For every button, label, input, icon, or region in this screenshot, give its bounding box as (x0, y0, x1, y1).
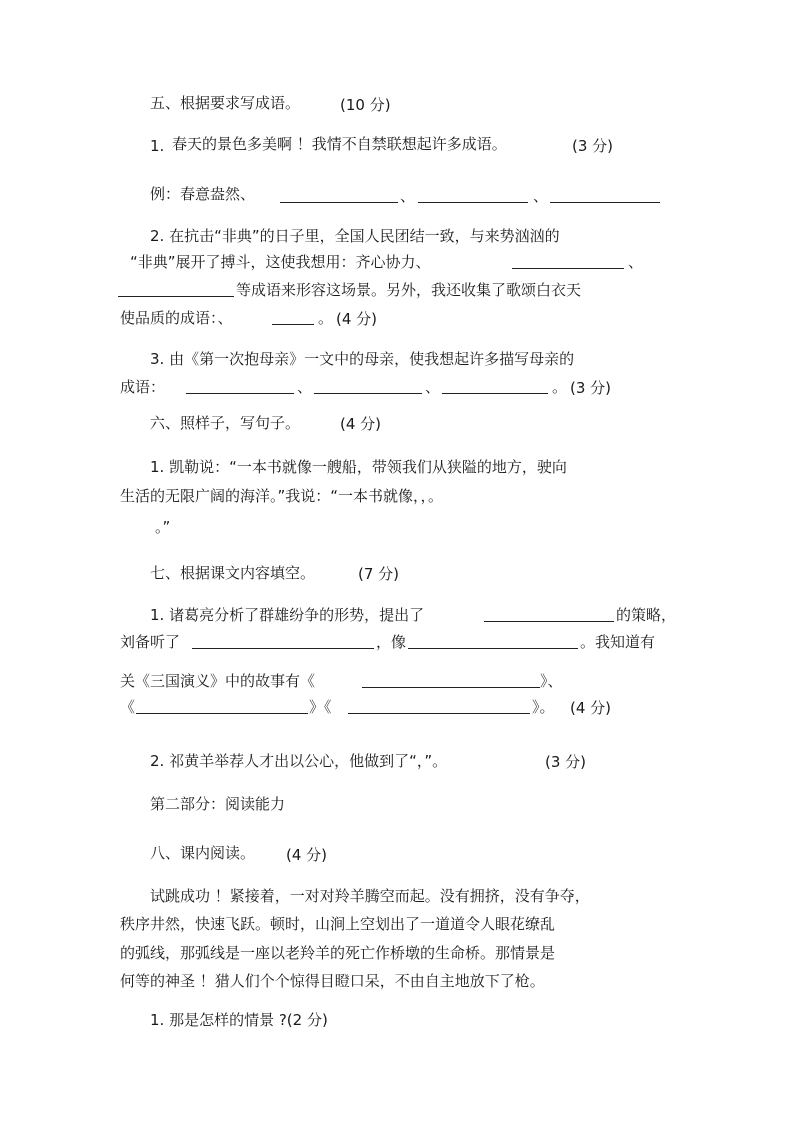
s7-q1-blank-2[interactable] (192, 634, 374, 654)
part-2-title: 第二部分：阅读能力 (150, 795, 286, 813)
s5-q3-end: 。 (552, 378, 568, 396)
s5-example-label: 例：春意盎然、 (150, 185, 256, 203)
s5-q2-line-2-sep: 、 (628, 253, 644, 271)
s5-q1-score: (3 分) (572, 137, 614, 155)
s5-q3-blank-1[interactable] (186, 379, 294, 399)
s5-example-sep-1: 、 (400, 187, 416, 205)
s5-q3-blank-3[interactable] (442, 379, 548, 399)
s7-q1-blank-3[interactable] (408, 634, 578, 654)
s7-q1-score: (4 分) (570, 699, 612, 717)
s7-q1-blank-5[interactable] (136, 699, 308, 719)
s5-example-blank-1[interactable] (280, 188, 398, 208)
s7-q1-line-3a: 关《三国演义》中的故事有《 (120, 672, 316, 690)
s7-q2-score: (3 分) (545, 753, 587, 771)
s5-q3-score: (3 分) (570, 379, 612, 397)
s5-q2-blank-3[interactable] (272, 310, 314, 330)
s7-q1-blank-1[interactable] (484, 607, 614, 627)
s5-q2-line-2: “非典”展开了搏斗，这使我想用：齐心协力、 (130, 253, 431, 271)
s7-q1-line-4c: 》。 (532, 698, 555, 716)
s7-q1-line-1-end: 的策略， (616, 606, 677, 624)
s8-passage-line-3: 的弧线，那弧线是一座以老羚羊的死亡作桥墩的生命桥。那情景是 (120, 944, 556, 962)
s5-q3-sep-2: 、 (425, 378, 441, 396)
s7-q1-line-2b: ，像 (376, 633, 407, 651)
s7-q1-blank-4[interactable] (362, 673, 540, 693)
s8-passage-line-4: 何等的神圣 ！猎人们个个惊得目瞪口呆，不由自主地放下了枪。 (120, 972, 545, 990)
s5-q2-line-4: 使品质的成语：、 (120, 309, 233, 327)
s6-q1-line-3: 。” (155, 518, 171, 536)
s5-q3-blank-2[interactable] (314, 379, 422, 399)
section-8-score: (4 分) (286, 846, 328, 864)
s7-q1-line-2a: 刘备听了 (120, 633, 181, 651)
s8-passage-line-1: 试跳成功 ！紧接着，一对对羚羊腾空而起。没有拥挤，没有争夺， (150, 887, 590, 905)
section-6-title: 六、照样子，写句子。 (150, 414, 301, 432)
s7-q1-line-4a: 《 (120, 698, 136, 716)
s5-q1-text: 春天的景色多美啊 ！我情不自禁联想起许多成语。 (172, 135, 507, 153)
s5-example-sep-2: 、 (533, 187, 549, 205)
s7-q1-line-4b: 》《 (309, 698, 332, 716)
s5-q2-blank-1[interactable] (512, 254, 624, 274)
s7-q2-text: 2. 祁黄羊举荐人才出以公心，他做到了“，”。 (150, 752, 448, 770)
s7-q1-blank-6[interactable] (348, 699, 530, 719)
s7-q1-line-2c: 。我知道有 (580, 633, 656, 651)
section-6-score: (4 分) (340, 415, 382, 433)
s7-q1-line-3b: 》、 (540, 672, 563, 690)
s8-q1-text: 1. 那是怎样的情景 ?(2 分) (150, 1011, 328, 1029)
s5-example-blank-3[interactable] (550, 188, 660, 208)
s5-q1-number: 1. (150, 137, 165, 155)
section-8-title: 八、课内阅读。 (150, 844, 256, 862)
section-5-title: 五、根据要求写成语。 (150, 94, 301, 112)
s6-q1-line-2: 生活的无限广阔的海洋。”我说：“一本书就像，，。 (120, 487, 444, 505)
s7-q1-line-1: 1. 诸葛亮分析了群雄纷争的形势，提出了 (150, 606, 425, 624)
s5-q3-sep-1: 、 (297, 378, 313, 396)
s6-q1-line-1: 1. 凯勒说：“一本书就像一艘船，带领我们从狭隘的地方，驶向 (150, 458, 567, 476)
s5-q3-label: 成语： (120, 378, 166, 396)
s5-q2-line-1: 2. 在抗击“非典”的日子里，全国人民团结一致，与来势汹汹的 (150, 227, 560, 245)
section-7-title: 七、根据课文内容填空。 (150, 564, 316, 582)
s5-example-blank-2[interactable] (418, 188, 528, 208)
s5-q2-line-4-end: 。 (318, 309, 334, 327)
s5-q2-score: (4 分) (336, 310, 378, 328)
section-5-score: (10 分) (340, 96, 391, 114)
s5-q3-line-1: 3. 由《第一次抱母亲》一文中的母亲，使我想起许多描写母亲的 (150, 350, 575, 368)
s5-q2-blank-2[interactable] (118, 282, 234, 302)
s8-passage-line-2: 秩序井然，快速飞跃。顿时，山涧上空划出了一道道令人眼花缭乱 (120, 915, 556, 933)
s5-q2-line-3: 等成语来形容这场景。另外，我还收集了歌颂白衣天 (236, 281, 582, 299)
section-7-score: (7 分) (358, 565, 400, 583)
